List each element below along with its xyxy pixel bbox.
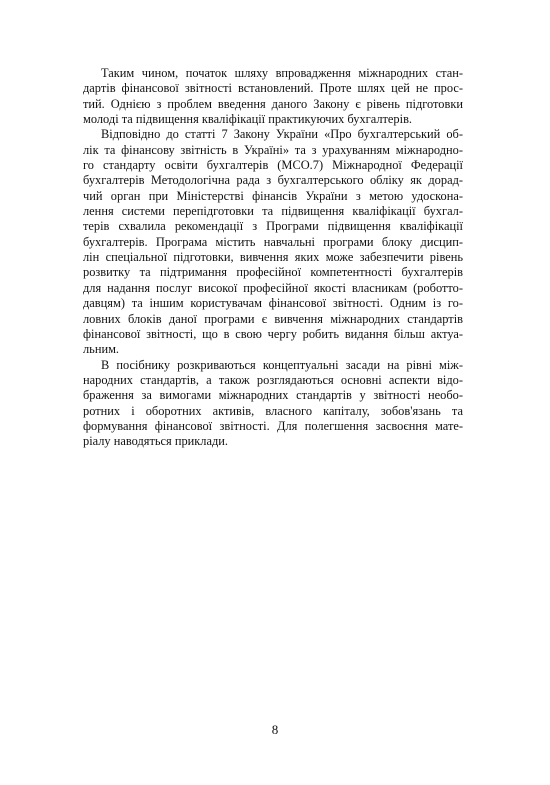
text-line: тий. Однією з проблем введення даного Закону є рівень підготовки xyxy=(83,96,463,111)
text-line: народних стандартів, а також розглядаються основні аспекти відо- xyxy=(83,372,463,387)
text-line: дартів фінансової звітності встановлений. Проте шлях цей не прос- xyxy=(83,81,463,96)
text-line: фінансової звітності, що в свою чергу робить видання більш актуа- xyxy=(83,326,463,341)
text-line: молоді та підвищення кваліфікації практикуючих бухгалтерів. xyxy=(83,112,413,127)
text-line: чий орган при Міністерстві фінансів України з метою удоскона- xyxy=(83,188,463,203)
text-line: лік та фінансову звітність в Україні» та з урахуванням міжнародно- xyxy=(83,142,463,157)
text-line: ловних блоків даної програми є вивчення міжнародних стандартів xyxy=(83,311,463,326)
text-line: терів схвалила рекомендації з Програми підвищення кваліфікації xyxy=(83,219,463,234)
text-line: ротних і оборотних активів, власного капіталу, зобов'язань та xyxy=(83,403,463,418)
text-line: льним. xyxy=(83,342,120,357)
paragraph xyxy=(83,358,463,450)
body-text xyxy=(83,66,463,450)
text-line: лін спеціальної підготовки, вивчення яких може забезпечити рівень xyxy=(83,250,463,265)
text-line: Таким чином, початок шляху впровадження міжнародних стан- xyxy=(101,66,463,80)
paragraph xyxy=(83,66,463,127)
text-line: для надання послуг високої професійної якості власникам (роботто- xyxy=(83,280,463,295)
text-line: го стандарту освіти бухгалтерів (МСО.7) Міжнародної Федерації xyxy=(83,158,463,173)
text-line: формування фінансової звітності. Для полегшення засвоєння мате- xyxy=(83,418,463,433)
text-line: Відповідно до статті 7 Закону України «Про бухгалтерський об- xyxy=(101,127,463,142)
paragraph xyxy=(83,127,463,357)
page-number: 8 xyxy=(271,722,279,737)
text-line: давцям) та іншим користувачам фінансової звітності. Одним із го- xyxy=(83,296,463,311)
text-line: ріалу наводяться приклади. xyxy=(83,434,229,449)
text-line: лення системи перепідготовки та підвищення кваліфікації бухгал- xyxy=(83,204,463,219)
text-line: В посібнику розкриваються концептуальні засади на рівні між- xyxy=(101,357,463,372)
text-line: браження за вимогами міжнародних стандартів у звітності необо- xyxy=(83,388,463,403)
text-line: бухгалтерів Методологічна рада з бухгалтерського обліку як дорад- xyxy=(83,173,463,188)
text-line: розвитку та підтримання професійної компетентності бухгалтерів xyxy=(83,265,463,280)
text-line: бухгалтерів. Програма містить навчальні програми блоку дисцип- xyxy=(83,234,463,249)
